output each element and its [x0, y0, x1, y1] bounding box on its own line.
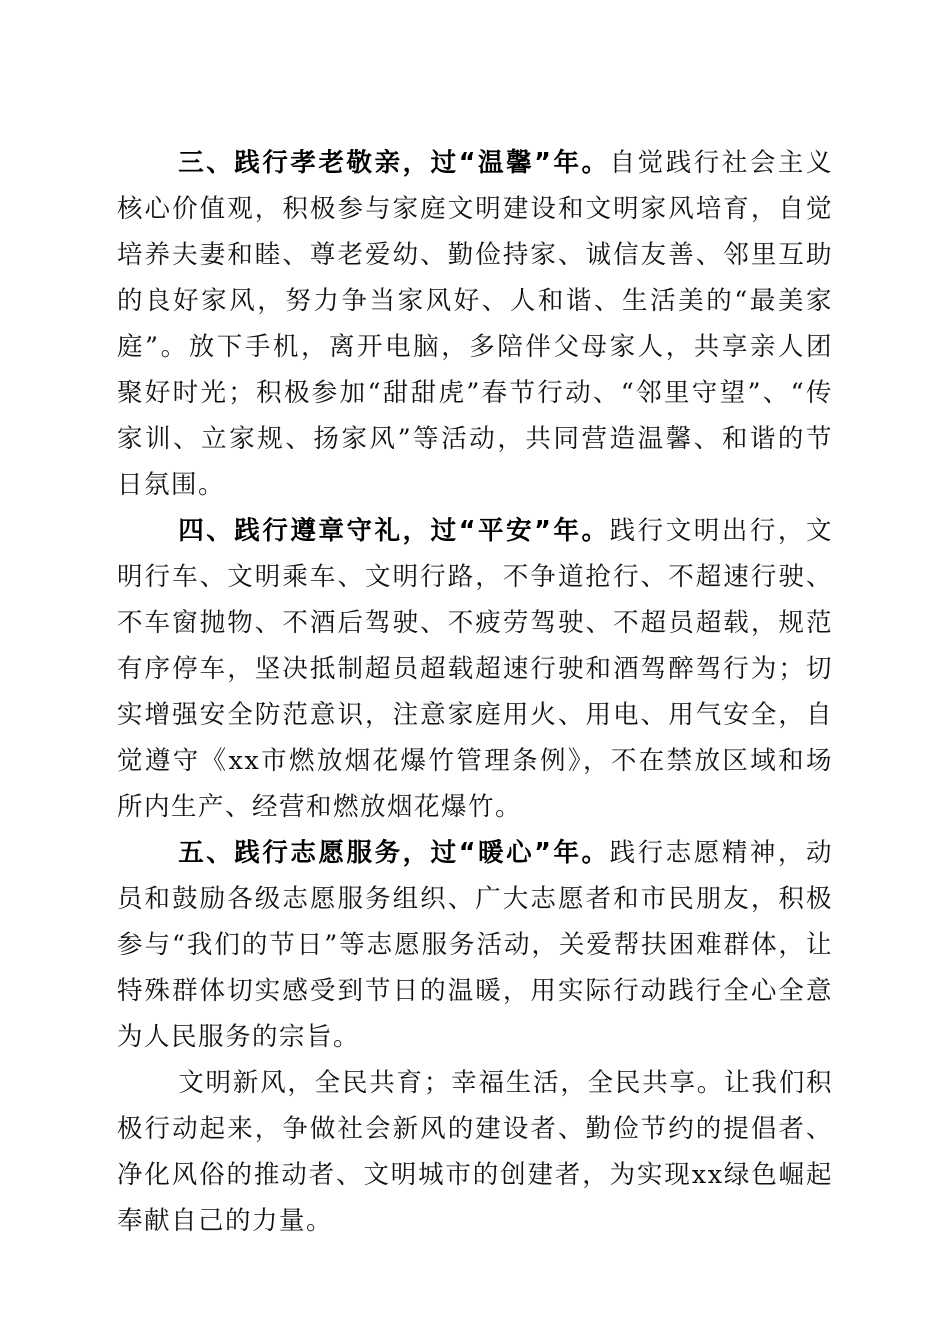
- paragraph-filial-piety: [117, 140, 833, 508]
- paragraph-safety: [117, 508, 833, 830]
- paragraph-text: 践行文明出行，文明行车、文明乘车、文明行路，不争道抢行、不超速行驶、不车窗抛物、不酒后驾驶、不疲劳驾驶、不超员超载，规范有序停车，坚决抵制超员超载超速行驶和酒驾醉驾行为；切实增强安全防范意识，注意家庭用火、用电、用气安全，自觉遵守《xx市燃放烟花爆竹管理条例》，不在禁放区域和场所内生产、经营和燃放烟花爆竹。: [117, 516, 833, 822]
- paragraph-volunteer: [117, 830, 833, 1060]
- paragraph-text: 自觉践行社会主义核心价值观，积极参与家庭文明建设和文明家风培育，自觉培养夫妻和睦、尊老爱幼、勤俭持家、诚信友善、邻里互助的良好家风，努力争当家风好、人和谐、生活美的“最美家庭”。放下手机，离开电脑，多陪伴父母家人，共享亲人团聚好时光；积极参加“甜甜虎”春节行动、“邻里守望”、“传家训、立家规、扬家风”等活动，共同营造温馨、和谐的节日氛围。: [117, 148, 833, 500]
- paragraph-text: 践行志愿精神，动员和鼓励各级志愿服务组织、广大志愿者和市民朋友，积极参与“我们的节日”等志愿服务活动，关爱帮扶困难群体，让特殊群体切实感受到节日的温暖，用实际行动践行全心全意为人民服务的宗旨。: [117, 838, 833, 1052]
- paragraph-text: 文明新风，全民共育；幸福生活，全民共享。让我们积极行动起来，争做社会新风的建设者、勤俭节约的提倡者、净化风俗的推动者、文明城市的创建者，为实现xx绿色崛起奉献自己的力量。: [117, 1068, 833, 1236]
- paragraph-conclusion: [117, 1060, 833, 1244]
- document-body: [117, 140, 833, 1244]
- heading-filial-piety: 三、践行孝老敬亲，过“温馨”年。: [178, 148, 610, 178]
- heading-volunteer: 五、践行志愿服务，过“暖心”年。: [178, 838, 610, 868]
- heading-safety: 四、践行遵章守礼，过“平安”年。: [178, 516, 610, 546]
